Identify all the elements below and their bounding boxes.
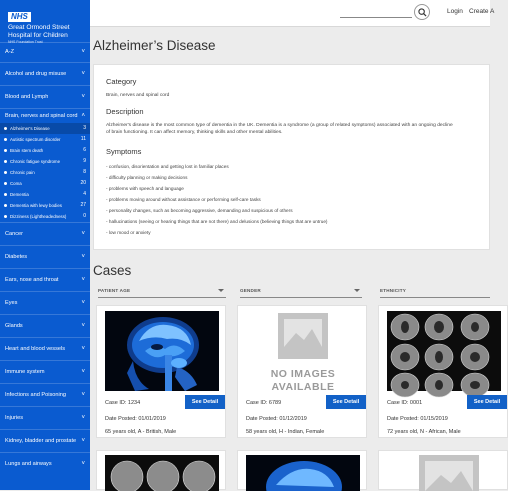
sidebar-subitem-label: Dementia — [10, 192, 29, 197]
create-account-link[interactable]: Create A — [469, 8, 495, 15]
image-placeholder-icon — [278, 313, 328, 359]
bullet-icon — [4, 204, 7, 207]
sidebar-nav — [0, 42, 90, 475]
description-line-1: Alzheimer's disease is the most common type of dementia in the UK. Dementia is a syndrome (a group of related symptoms) associated with an ongoing decline — [106, 123, 453, 128]
sidebar-sublist — [0, 123, 90, 222]
chevron-down-icon: ˅ — [81, 323, 85, 329]
chevron-down-icon: ˅ — [81, 300, 85, 306]
filter-label: ETHNICITY — [380, 288, 407, 293]
symptom-item: - problems with speech and language — [106, 186, 184, 191]
mri-axial-grid-image — [387, 311, 501, 391]
no-images-line-1: NO IMAGES — [270, 368, 336, 380]
symptom-item: - personality changes, such as becoming aggressive, demanding and suspicious of others — [106, 208, 293, 213]
sidebar-subitem-count: 8 — [83, 169, 86, 175]
sidebar-item-label: Diabetes — [5, 254, 28, 260]
sidebar-item-label: Cancer — [5, 231, 24, 237]
logo-line-3: NHS Foundation Trust — [8, 40, 43, 44]
sidebar-item-label: Immune system — [5, 369, 45, 375]
sidebar-item-eyes[interactable] — [0, 291, 90, 314]
sidebar-item-label: Blood and Lymph — [5, 94, 49, 100]
chevron-down-icon: ˅ — [81, 369, 85, 375]
filter-patient-age[interactable] — [98, 286, 226, 298]
sidebar-item-label: Heart and blood vessels — [5, 346, 66, 352]
category-heading: Category — [106, 77, 137, 86]
case-card[interactable] — [96, 450, 226, 490]
sidebar-subitem-lewy-bodies[interactable] — [0, 200, 90, 211]
sidebar-item-label: Eyes — [5, 300, 18, 306]
sidebar-item-label: Infections and Poisoning — [5, 392, 66, 398]
sidebar-subitem-dementia[interactable] — [0, 189, 90, 200]
image-placeholder-icon — [419, 455, 479, 491]
chevron-down-icon: ˅ — [81, 438, 85, 444]
bullet-icon — [4, 171, 7, 174]
sidebar-subitem-count: 4 — [83, 191, 86, 197]
bullet-icon — [4, 160, 7, 163]
case-date-posted: Date Posted: 01/01/2019 — [105, 416, 166, 422]
sidebar-item-label: Glands — [5, 323, 23, 329]
mri-axial-image — [105, 455, 219, 491]
symptoms-heading: Symptoms — [106, 147, 142, 156]
filter-label: PATIENT AGE — [98, 288, 131, 293]
nhs-badge: NHS — [8, 12, 31, 22]
sidebar-item-label: A-Z — [5, 49, 15, 55]
case-id: Case ID: 6789 — [246, 400, 282, 406]
bullet-icon — [4, 193, 7, 196]
bullet-icon — [4, 149, 7, 152]
chevron-down-icon: ˅ — [81, 461, 85, 467]
case-image-mri-axial-grid[interactable] — [387, 311, 501, 391]
chevron-down-icon: ˅ — [81, 49, 85, 55]
description-heading: Description — [106, 107, 144, 116]
cases-title: Cases — [93, 263, 132, 278]
symptom-item: - hallucinations (seeing or hearing things that are not there) and delusions (believing things that are untrue) — [106, 219, 328, 224]
sidebar-item-lungs[interactable] — [0, 452, 90, 475]
bullet-icon — [4, 127, 7, 130]
search-icon — [418, 8, 427, 17]
symptom-item: - problems moving around without assistance or performing self-care tasks — [106, 197, 261, 202]
chevron-down-icon: ˅ — [81, 254, 85, 260]
sidebar-subitem-label: Autistic spectrum disorder — [10, 137, 61, 142]
sidebar-item-label: Injuries — [5, 415, 24, 421]
case-patient-info: 65 years old, A - British, Male — [105, 429, 177, 435]
case-date-posted: Date Posted: 01/15/2019 — [387, 416, 448, 422]
sidebar-item-label: Brain, nerves and spinal cord — [5, 113, 78, 119]
sidebar-subitem-label: Chronic pain — [10, 170, 35, 175]
symptom-list — [106, 161, 328, 238]
sidebar-item-cancer[interactable] — [0, 222, 90, 245]
sidebar-item-immune[interactable] — [0, 360, 90, 383]
logo-line-2: Hospital for Children — [8, 31, 68, 39]
filter-ethnicity[interactable] — [380, 286, 490, 298]
filter-gender[interactable] — [240, 286, 362, 298]
case-patient-info: 72 years old, N - African, Male — [387, 429, 461, 435]
sidebar — [0, 0, 90, 490]
sidebar-subitem-count: 11 — [80, 136, 86, 142]
case-id: Case ID: 0001 — [387, 400, 423, 406]
sidebar-subitem-label: Coma — [10, 181, 22, 186]
sidebar-item-label: Lungs and airways — [5, 461, 52, 467]
sidebar-subitem-count: 3 — [83, 125, 86, 131]
symptom-item: - confusion, disorientation and getting lost in familiar places — [106, 164, 229, 169]
case-card[interactable] — [378, 450, 508, 490]
chevron-down-icon: ˅ — [81, 277, 85, 283]
chevron-down-icon: ˅ — [81, 231, 85, 237]
case-date-posted: Date Posted: 01/12/2019 — [246, 416, 307, 422]
disease-info-card — [93, 64, 490, 250]
symptom-item: - difficulty planning or making decisions — [106, 175, 188, 180]
see-detail-button[interactable]: See Detail — [326, 395, 366, 409]
sidebar-subitem-dizziness[interactable] — [0, 211, 90, 222]
chevron-down-icon: ˅ — [81, 71, 85, 77]
sidebar-subitem-autistic[interactable] — [0, 134, 90, 145]
case-image-mri-sagittal[interactable] — [105, 311, 219, 391]
sidebar-subitem-brain-stem[interactable] — [0, 145, 90, 156]
case-card[interactable] — [237, 450, 367, 490]
sidebar-item-glands[interactable] — [0, 314, 90, 337]
chevron-up-icon: ˄ — [81, 113, 85, 119]
no-image-placeholder — [246, 311, 360, 391]
category-text: Brain, nerves and spinal cord — [106, 93, 170, 98]
sidebar-subitem-label: Chronic fatigue syndrome — [10, 159, 61, 164]
sidebar-item-a-z[interactable] — [0, 42, 90, 62]
sidebar-subitem-count: 27 — [80, 202, 86, 208]
caret-down-icon — [354, 289, 360, 292]
case-patient-info: 58 years old, H - Indian, Female — [246, 429, 325, 435]
search-input[interactable] — [340, 3, 412, 18]
mri-sagittal-image — [246, 455, 360, 491]
sidebar-item-label: Ears, nose and throat — [5, 277, 59, 283]
no-images-line-2: AVAILABLE — [271, 381, 335, 393]
sidebar-subitem-count: 0 — [83, 213, 86, 219]
sidebar-item-ent[interactable] — [0, 268, 90, 291]
page-title: Alzheimer’s Disease — [93, 38, 216, 53]
sidebar-subitem-alzheimers[interactable] — [0, 123, 90, 134]
chevron-down-icon: ˅ — [81, 392, 85, 398]
sidebar-subitem-count: 6 — [83, 147, 86, 153]
chevron-down-icon: ˅ — [81, 415, 85, 421]
sidebar-item-kidney[interactable] — [0, 429, 90, 452]
sidebar-subitem-label: Dizziness (Lightheadedness) — [10, 214, 67, 219]
search-button[interactable] — [414, 4, 430, 20]
sidebar-item-heart[interactable] — [0, 337, 90, 360]
sidebar-subitem-coma[interactable] — [0, 178, 90, 189]
bullet-icon — [4, 215, 7, 218]
sidebar-subitem-count: 9 — [83, 158, 86, 164]
search-box — [340, 3, 430, 20]
sidebar-subitem-label: Dementia with lewy bodies — [10, 203, 62, 208]
logo-line-1: Great Ormond Street — [8, 24, 70, 31]
nhs-logo[interactable] — [0, 0, 90, 42]
see-detail-button[interactable]: See Detail — [185, 395, 225, 409]
login-link[interactable]: Login — [447, 8, 463, 15]
mri-sagittal-image — [105, 311, 219, 391]
chevron-down-icon: ˅ — [81, 94, 85, 100]
description-line-2: of brain functioning. It can affect memory, thinking skills and other mental abilities. — [106, 130, 283, 135]
symptom-item: - low mood or anxiety — [106, 230, 151, 235]
sidebar-subitem-label: Brain stem death — [10, 148, 44, 153]
case-card[interactable] — [378, 305, 508, 438]
case-card[interactable] — [96, 305, 226, 438]
caret-down-icon — [218, 289, 224, 292]
see-detail-button[interactable]: See Detail — [467, 395, 507, 409]
sidebar-item-alcohol-drug-misuse[interactable] — [0, 62, 90, 85]
sidebar-item-diabetes[interactable] — [0, 245, 90, 268]
chevron-down-icon: ˅ — [81, 346, 85, 352]
bullet-icon — [4, 138, 7, 141]
case-id: Case ID: 1234 — [105, 400, 141, 406]
filter-label: GENDER — [240, 288, 261, 293]
sidebar-subitem-chronic-fatigue[interactable] — [0, 156, 90, 167]
sidebar-item-injuries[interactable] — [0, 406, 90, 429]
sidebar-subitem-label: Alzheimer's Disease — [10, 126, 50, 131]
sidebar-item-label: Alcohol and drug misuse — [5, 71, 67, 77]
sidebar-item-blood-lymph[interactable] — [0, 85, 90, 108]
sidebar-item-brain-nerves[interactable] — [0, 108, 90, 123]
sidebar-subitem-chronic-pain[interactable] — [0, 167, 90, 178]
top-bar — [90, 0, 495, 27]
sidebar-item-label: Kidney, bladder and prostate — [5, 438, 77, 444]
case-card[interactable] — [237, 305, 367, 438]
sidebar-item-infections[interactable] — [0, 383, 90, 406]
bullet-icon — [4, 182, 7, 185]
sidebar-subitem-count: 20 — [80, 180, 86, 186]
